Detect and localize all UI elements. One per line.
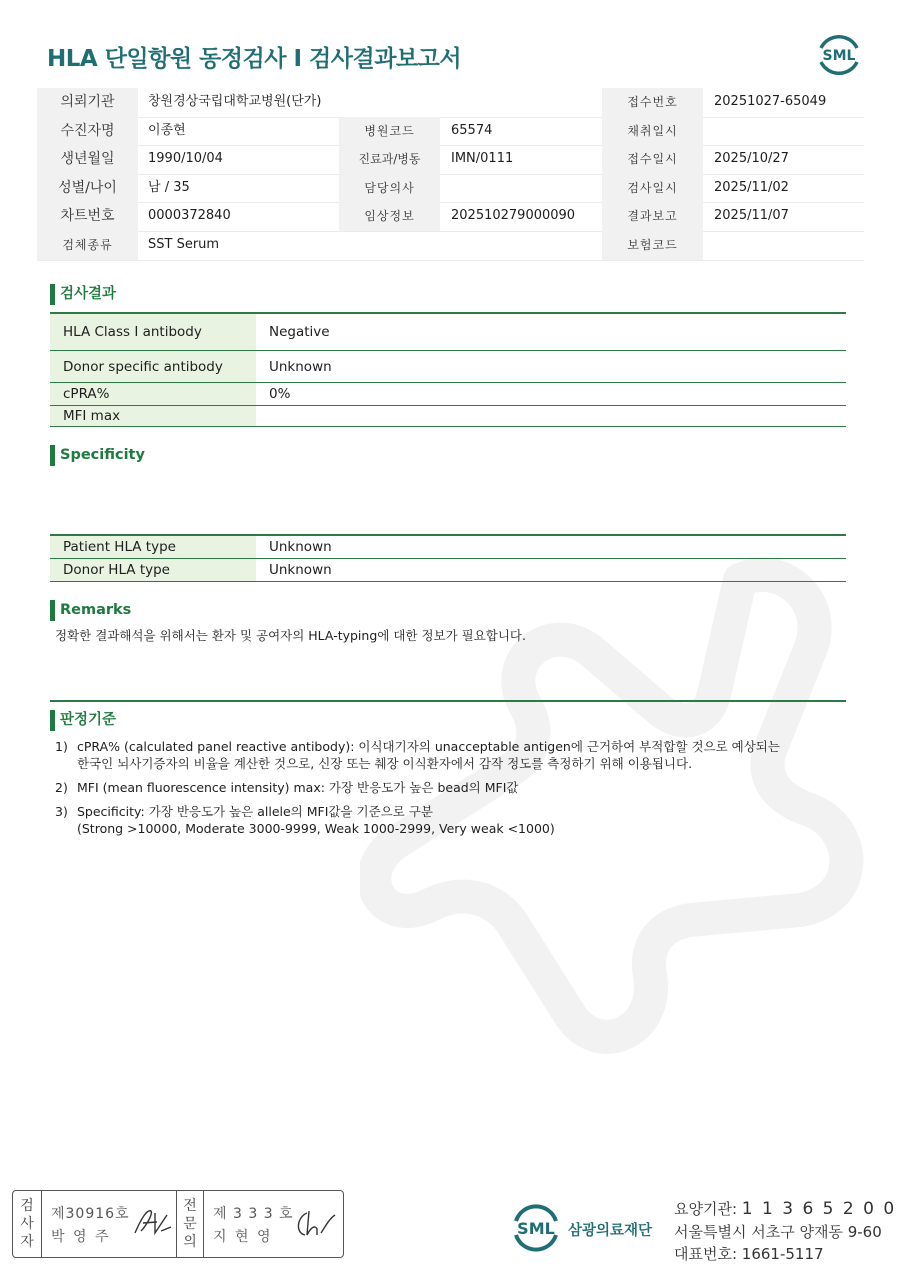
info-label: 채취일시 [602,117,703,146]
institution-label: 요양기관: [674,1200,742,1218]
info-label: 의뢰기관 [37,88,138,117]
tester-license: 제30916호 [51,1206,130,1222]
info-value: 1990/10/04 [148,151,223,167]
info-value: 2025/11/07 [714,208,789,224]
info-row [37,231,864,261]
footer-institution [674,1198,896,1219]
section-heading-criteria: 판정기준 [50,710,116,731]
criteria-number: 3) [55,804,68,819]
info-label: 검사일시 [602,174,703,203]
signature-box [12,1190,344,1258]
specialist-label: 전문의 [183,1198,197,1250]
specificity-row [50,559,846,582]
criteria-item [55,803,815,837]
info-value: 2025/10/27 [714,151,789,167]
info-label: 병원코드 [339,117,440,146]
specificity-table [50,534,846,582]
tester-signature [131,1205,173,1239]
patient-info-table [37,88,864,260]
result-key: MFI max [50,406,256,427]
info-label: 접수번호 [602,88,703,117]
info-label: 임상정보 [339,202,440,231]
info-value [714,117,864,146]
info-value: 남 / 35 [148,179,190,195]
info-value: SST Serum [148,237,220,252]
info-value [451,174,601,203]
footer-address: 서울특별시 서초구 양재동 9-60 [674,1223,882,1241]
info-row [37,202,864,232]
results-table [50,312,846,427]
info-row [37,88,864,118]
criteria-line: 한국인 뇌사기증자의 비율을 계산한 것으로, 신장 또는 췌장 이식환자에서 감작 정도를 측정하기 위해 이용됩니다. [77,756,693,771]
info-value: 0000372840 [148,208,231,224]
institution-code: 1 1 3 6 5 2 0 0 [741,1199,897,1219]
info-value: 2025/11/02 [714,179,789,195]
logo-text: SML [822,48,856,64]
specificity-value: Unknown [269,539,332,555]
result-key: cPRA% [50,383,256,405]
info-label: 접수일시 [602,145,703,174]
phone-number: 1661-5117 [741,1245,824,1263]
info-value: 창원경상국립대학교병원(단가) [148,94,322,109]
result-row [50,383,846,406]
info-label: 진료과/병동 [339,145,440,174]
result-value: Negative [269,324,330,340]
info-value: 202510279000090 [451,208,576,224]
tester-name: 박 영 주 [51,1229,111,1245]
section-divider [50,700,846,702]
result-key: Donor specific antibody [50,351,256,382]
specialist-name: 지 현 영 [213,1229,273,1245]
sml-logo-icon [510,1197,562,1257]
watermark-cross-graphic [360,520,880,1080]
info-label: 수진자명 [37,117,138,146]
info-row [37,174,864,204]
result-value: Unknown [269,358,332,375]
info-label: 생년월일 [37,145,138,174]
section-heading-remarks: Remarks [50,600,131,621]
criteria-line: cPRA% (calculated panel reactive antibody): 이식대기자의 unacceptable antigen에 근거하여 부적합할 것으로 예상되는 [77,739,780,754]
result-key: HLA Class I antibody [50,314,256,350]
info-value: IMN/0111 [451,151,514,167]
info-label: 보험코드 [602,231,703,260]
result-row [50,314,846,351]
info-label: 차트번호 [37,202,138,231]
signature-divider [203,1191,204,1257]
specificity-value: Unknown [269,561,332,578]
info-label: 검체종류 [37,231,138,260]
criteria-number: 2) [55,780,68,795]
info-row [37,117,864,147]
criteria-item [55,779,815,796]
remarks-text: 정확한 결과해석을 위해서는 환자 및 공여자의 HLA-typing에 대한 정보가 필요합니다. [55,628,526,643]
criteria-item [55,738,815,772]
signature-divider [41,1191,42,1257]
info-value: 이종현 [148,122,186,138]
signature-divider [176,1191,177,1257]
criteria-line: Specificity: 가장 반응도가 높은 allele의 MFI값을 기준으로 구분 [77,804,433,819]
tester-label: 검사자 [20,1198,34,1250]
info-value [714,231,864,260]
info-value: 65574 [451,122,493,138]
phone-label: 대표번호: [674,1245,742,1263]
criteria-line: MFI (mean fluorescence intensity) max: 가장 반응도가 높은 bead의 MFI값 [77,780,519,795]
specialist-license: 제 3 3 3 호 [213,1206,294,1222]
criteria-number: 1) [55,739,68,754]
info-label: 성별/나이 [37,174,138,203]
result-row [50,406,846,428]
specificity-key: Donor HLA type [50,559,256,581]
result-row [50,351,846,383]
footer-org-name: 삼광의료재단 [568,1223,653,1239]
report-title: HLA 단일항원 동정검사 I 검사결과보고서 [47,46,462,72]
result-value [269,406,846,427]
section-heading-specificity: Specificity [50,445,145,466]
info-label: 담당의사 [339,174,440,203]
sml-logo-icon [815,30,863,78]
section-heading-results: 검사결과 [50,284,116,305]
result-value: 0% [269,385,291,402]
logo-text: SML [517,1219,555,1238]
info-label: 결과보고 [602,202,703,231]
footer-phone [674,1243,824,1264]
specialist-signature [293,1207,337,1241]
specificity-row [50,536,846,559]
specificity-key: Patient HLA type [50,536,256,558]
criteria-line: (Strong >10000, Moderate 3000-9999, Weak 1000-2999, Very weak <1000) [77,821,555,836]
info-row [37,145,864,175]
info-value: 20251027-65049 [714,94,827,109]
